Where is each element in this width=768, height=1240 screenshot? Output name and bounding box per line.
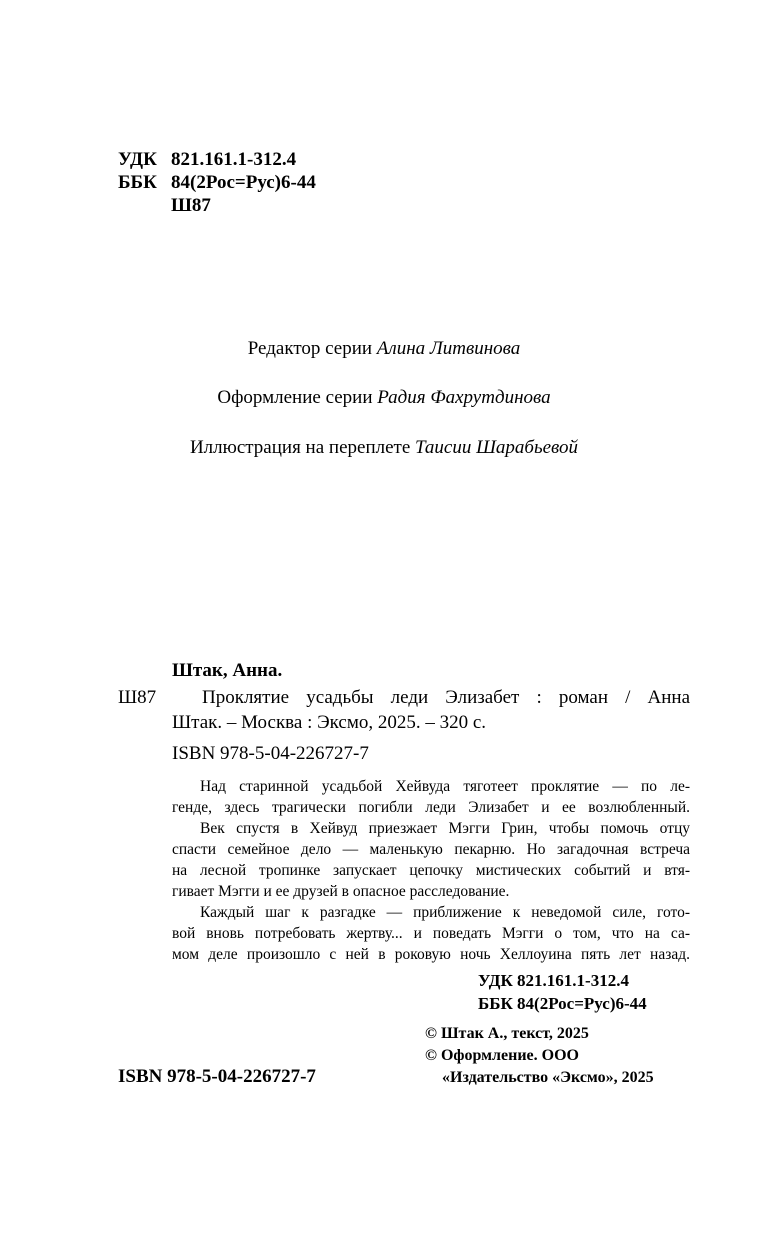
- annotation-line: гивает Мэгги и ее друзей в опасное расследование.: [172, 883, 510, 900]
- annotation-line: мом деле произошло с ней в роковую ночь Хеллоуина пять лет назад.: [172, 946, 690, 963]
- udk-value: 821.161.1-312.4: [171, 149, 297, 170]
- bbk-line: [118, 172, 316, 194]
- catalog-mark: Ш87: [118, 687, 157, 708]
- isbn-bottom: ISBN 978-5-04-226727-7: [118, 1066, 316, 1087]
- credit-role: Оформление серии: [217, 387, 373, 408]
- catalog-author: Штак, Анна.: [172, 660, 283, 681]
- copyright-design: © Оформление. ООО: [425, 1047, 579, 1064]
- copyright-publisher: «Издательство «Эксмо», 2025: [442, 1069, 654, 1086]
- series-design-credit: [0, 387, 768, 409]
- cover-illustration-credit: [0, 437, 768, 459]
- annotation-line: на лесной тропинке запускает цепочку мистических событий и втя-: [172, 862, 690, 879]
- annotation-line: Век спустя в Хейвуд приезжает Мэгги Грин, чтобы помочь отцу: [200, 820, 690, 837]
- series-editor-credit: [0, 338, 768, 360]
- credit-name: Радия Фахрутдинова: [377, 387, 551, 408]
- annotation-line: Над старинной усадьбой Хейвуда тяготеет проклятие — по ле-: [200, 778, 690, 795]
- bbk-label: ББК: [118, 172, 157, 193]
- credit-name: Таисии Шарабьевой: [415, 437, 579, 458]
- catalog-title-line2: Штак. – Москва : Эксмо, 2025. – 320 с.: [172, 712, 487, 733]
- catalog-isbn: ISBN 978-5-04-226727-7: [172, 743, 369, 764]
- copyright-text: © Штак А., текст, 2025: [425, 1025, 589, 1042]
- bottom-udk: УДК 821.161.1-312.4: [478, 971, 629, 990]
- annotation-line: генде, здесь трагически погибли леди Элизабет и ее возлюбленный.: [172, 799, 690, 816]
- credit-name: Алина Литвинова: [376, 338, 521, 359]
- credit-role: Редактор серии: [247, 338, 373, 359]
- udk-line: [118, 149, 296, 171]
- credit-role: Иллюстрация на переплете: [189, 437, 411, 458]
- author-mark-top: Ш87: [171, 195, 211, 216]
- annotation-line: спасти семейное дело — маленькую пекарню. Но загадочная встреча: [172, 841, 690, 858]
- annotation-line: вой вновь потребовать жертву... и поведать Мэгги о том, что на са-: [172, 925, 690, 942]
- bottom-bbk: ББК 84(2Рос=Рус)6-44: [478, 994, 647, 1013]
- udk-label: УДК: [118, 149, 157, 170]
- annotation-line: Каждый шаг к разгадке — приближение к неведомой силе, гото-: [200, 904, 690, 921]
- bbk-value: 84(2Рос=Рус)6-44: [171, 172, 316, 193]
- catalog-title-line1: Проклятие усадьбы леди Элизабет : роман / Анна: [202, 687, 690, 708]
